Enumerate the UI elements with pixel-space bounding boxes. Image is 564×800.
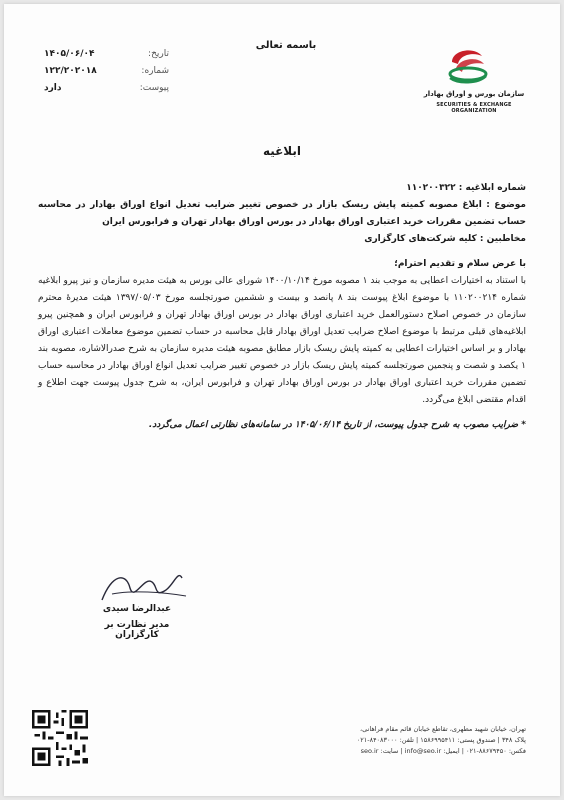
signatory-name: عبدالرضا سیدی [102, 604, 172, 614]
footer-postal: پلاک ۳۴۸ | صندوق پستی: ۱۵۸۶۹۹۵۴۱۱ | تلفن: ۸۴۰۸۳۰۰۰-۰۲۱ [356, 736, 526, 744]
letter-meta [44, 46, 169, 97]
attachment-label: پیوست: [139, 83, 169, 93]
subject-line: موضوع : ابلاغ مصوبه کمیته پایش ریسک بازار در خصوص تغییر ضرایب تعدیل انواع اوراق بهادار در محاسبه حساب تضمین مقررات خرید اعتباری اوراق بهادار در بورس اوراق بهادار تهران و فرابورس ایران [38, 200, 526, 227]
handwritten-signature [82, 564, 202, 608]
footer-contact: فکس: ۸۸۶۷۹۴۵۰-۰۲۱ | ایمیل: info@seo.ir | سایت: seo.ir [360, 747, 526, 755]
letter-body [38, 180, 526, 434]
org-emblem-icon [444, 42, 490, 86]
letter-invocation: باسمه تعالی [255, 40, 317, 51]
number-value: ۱۲۲/۲۰۲۰۱۸ [44, 66, 97, 76]
meta-number-row [44, 63, 169, 80]
meta-date-row [44, 46, 169, 63]
date-label: تاریخ: [148, 49, 169, 59]
number-label: شماره: [141, 66, 169, 76]
org-logo [418, 42, 530, 118]
qr-code-icon [32, 710, 88, 766]
ref-number: شماره ابلاغیه : ۱۱۰۲۰۰۳۲۲ [406, 183, 526, 193]
greeting: با عرض سلام و تقدیم احترام؛ [394, 259, 526, 269]
attachment-value: دارد [44, 83, 62, 93]
effective-date-note: * ضرایب مصوب به شرح جدول پیوست، از تاریخ ۱۴۰۵/۰۶/۱۴ در سامانه‌های نظارتی اعمال می‌گردد. [148, 420, 526, 430]
signature-block [82, 564, 202, 644]
org-name-fa: سازمان بورس و اوراق بهادار [423, 90, 525, 98]
letter-footer [226, 724, 526, 757]
letter-page [4, 4, 560, 796]
org-name-en: SECURITIES & EXCHANGE ORGANIZATION [436, 102, 512, 114]
audience-line: مخاطبین : کلیه شرکت‌های کارگزاری [364, 234, 526, 244]
signatory-title: مدیر نظارت بر کارگزاران [104, 620, 170, 640]
footer-address: تهران، خیابان شهید مطهری، تقاطع خیابان قائم مقام فراهانی، [360, 725, 526, 733]
body-paragraph: با استناد به اختیارات اعطایی به موجب بند ۱ مصوبه مورخ ۱۴۰۰/۱۰/۱۴ شورای عالی بورس به هیئت مدیره سازمان و نیز پیرو ابلاغیه شماره ۱۱۰۲۰۰۲۱۴ با موضوع ابلاغ پیوست بند ۸ پانصد و بیست و ششمین صورتجلسه مورخ ۱۳۹۷/۰۵/۰۳ هیئت مدیرهٔ محترم سازمان در خصوص اصلاح دستورالعمل خرید اعتباری اوراق بهادار در بورس اوراق بهادار تهران و فرابورس ایران و همچنین پیرو ابلاغیه‌های قبلی مرتبط با موضوع اصلاح ضرایب تعدیل اوراق بهادار قابل محاسبه در حساب تضمین موضوع معاملات اعتباری اوراق بهادار و بر اساس اختیارات اعطایی به کمیته پایش ریسک بازار مطابق مصوبه هیئت مدیره سازمان به شرح صدرالاشاره، مصوبه بند ۱ یکصد و شصت و پنجمین صورتجلسه کمیته پایش ریسک بازار در خصوص تغییر ضرایب تعدیل انواع اوراق بهادار در محاسبه حساب تضمین مقررات خرید اعتباری اوراق بهادار در بورس اوراق بهادار تهران و فرابورس ایران، به شرح جدول پیوست جهت اطلاع و اقدام مقتضی ابلاغ می‌گردد. [38, 276, 526, 405]
date-value: ۱۴۰۵/۰۶/۰۴ [44, 49, 95, 59]
document-heading: ابلاغیه [262, 144, 302, 158]
meta-attachment-row [44, 80, 169, 97]
